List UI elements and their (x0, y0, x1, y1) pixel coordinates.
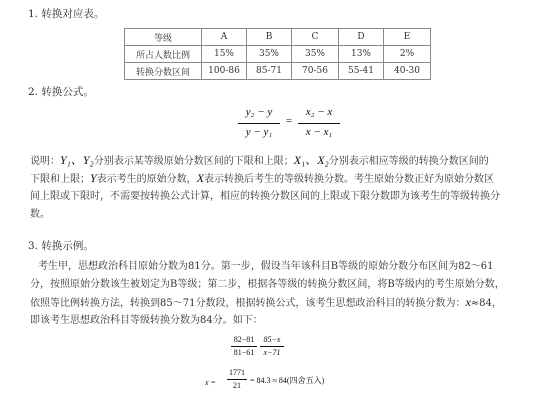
formula-equals: = (285, 115, 293, 127)
calc-fraction-3-numerator: 1771 (229, 368, 245, 377)
explanation-text: 表示转换后考生的等级转换分数。考生原始分数正好为原始分数区 (204, 174, 495, 185)
table-header-cell: C (292, 29, 339, 46)
table-row (125, 63, 431, 80)
formula-left-denominator: y − y₁ (245, 126, 273, 138)
table-cell: 35% (247, 46, 292, 63)
section-1-heading: 1. 转换对应表。 (28, 8, 105, 20)
formula-left-fraction-bar (238, 123, 280, 124)
table-cell: 转换分数区间 (125, 63, 202, 80)
example-line-3 (30, 294, 502, 312)
symbol-y: Y (90, 171, 97, 185)
table-cell: 13% (339, 46, 384, 63)
table-header-cell: D (339, 29, 384, 46)
explanation-text: 分别表示相应等级的转换分数区间的 (328, 156, 489, 167)
example-line-4: 即该考生思想政治科目等级转换分数为84分。如下： (30, 315, 263, 326)
table-cell: 所占人数比例 (125, 46, 202, 63)
table-cell: 2% (384, 46, 431, 63)
section-3-heading: 3. 转换示例。 (28, 240, 94, 252)
formula-left-numerator: y₂ − y (245, 106, 273, 118)
calc-fraction-1-denominator: 81−61 (233, 348, 255, 357)
calc-fraction-2-denominator: x−71 (263, 348, 281, 357)
calc-fraction-3-denominator: 21 (233, 381, 241, 390)
table-cell: 55-41 (339, 63, 384, 80)
table-header-cell: A (202, 29, 247, 46)
calc-fraction-2-bar (260, 346, 284, 347)
formula-right-fraction-bar (298, 123, 340, 124)
calc-fraction-3-bar (227, 379, 247, 380)
conversion-table (124, 28, 431, 80)
section-2-heading: 2. 转换公式。 (28, 86, 94, 98)
calc-fraction-2-numerator: 85−x (263, 335, 281, 344)
example-line-2: 分，按照原始分数该生被划定为B等级；第二步，根据各等级的转换分数区间，将B等级内的考生原始分数， (30, 279, 505, 290)
example-line-1: 考生甲，思想政治科目原始分数为81分。第一步，假设当年该科目B等级的原始分数分布区间为82～61 (38, 261, 494, 272)
calc-result: = 84.3 ≈ 84(四舍五入) (250, 376, 325, 385)
example-text: 依照等比例转换方法，转换到85～71分数段，根据转换公式，该考生思想政治科目的转换分数为： (30, 298, 466, 309)
explanation-line-4: 数。 (30, 209, 50, 220)
symbol-y1-y2: Y₁、Y₂ (60, 153, 94, 167)
symbol-x: X (196, 171, 205, 185)
explanation-text: 下限和上限； (30, 174, 90, 185)
explanation-text: 表示考生的原始分数， (96, 174, 197, 185)
example-text: ≈84， (470, 298, 502, 309)
table-cell: 100-86 (202, 63, 247, 80)
formula-right-numerator: x₂ − x (305, 106, 333, 118)
explanation-line-1 (30, 152, 489, 170)
calc-x-label: x = (205, 378, 216, 387)
table-cell: 85-71 (247, 63, 292, 80)
table-header-cell: B (247, 29, 292, 46)
table-cell: 70-56 (292, 63, 339, 80)
explanation-line-3: 间上限或下限时，不需要按转换公式计算，相应的转换分数区间的上限或下限分数即为该考生的等级转换分 (30, 191, 500, 202)
symbol-x: x (465, 295, 471, 309)
explanation-text: 分别表示某等级原始分数区间的下限和上限； (93, 156, 294, 167)
explanation-label: 说明： (30, 156, 60, 167)
table-header-cell: E (384, 29, 431, 46)
explanation-line-2 (30, 170, 494, 188)
table-cell: 15% (202, 46, 247, 63)
table-cell: 40-30 (384, 63, 431, 80)
formula-right-denominator: x − x₁ (305, 126, 333, 138)
table-header-row (125, 29, 431, 46)
table-header-cell: 等级 (125, 29, 202, 46)
symbol-x1-x2: X₁、X₂ (293, 153, 329, 167)
calc-fraction-1-bar (231, 346, 257, 347)
table-cell: 35% (292, 46, 339, 63)
calc-fraction-1-numerator: 82−81 (233, 335, 255, 344)
table-row (125, 46, 431, 63)
